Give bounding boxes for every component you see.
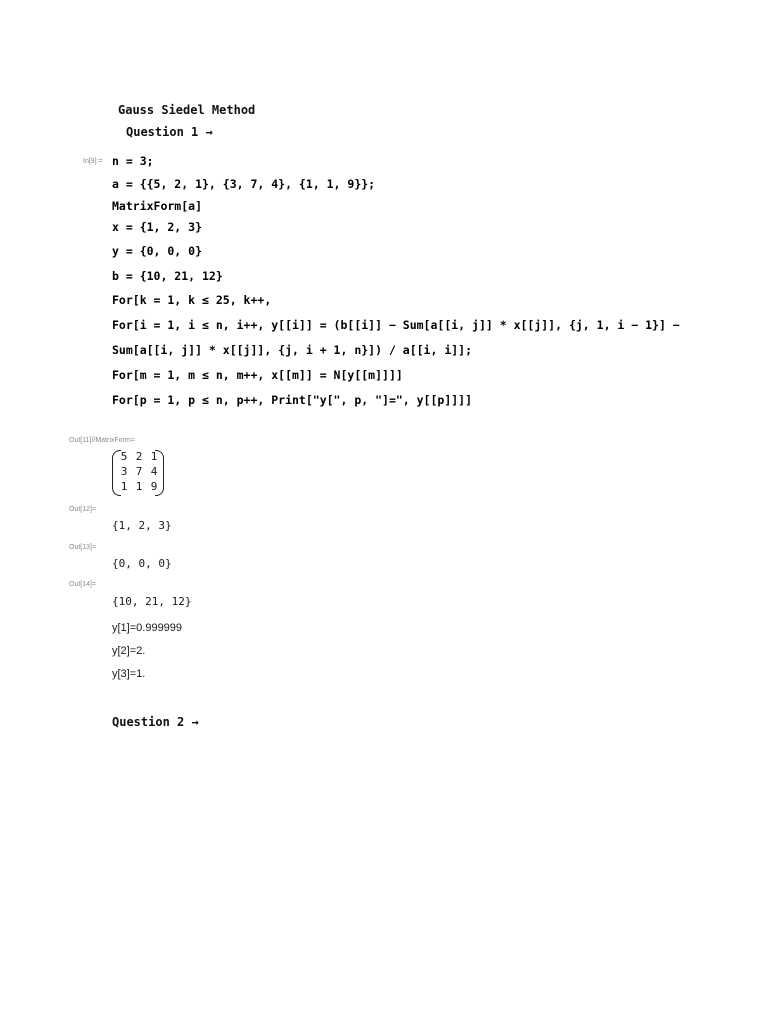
output-label-14: Out[14]= [69,581,97,588]
matrix-row-1 [118,450,160,463]
notebook-title: Gauss Siedel Method [118,103,256,117]
matrix-cell: 9 [150,480,158,493]
code-line-5[interactable]: y = {0, 0, 0} [112,244,203,258]
output-b: {10, 21, 12} [112,595,192,608]
matrix-row-3 [118,480,160,493]
output-label-13: Out[13]= [69,544,97,551]
matrix-cell: 1 [120,480,128,493]
matrix-cell: 7 [135,465,143,478]
output-x: {1, 2, 3} [112,519,172,532]
matrix-cell: 4 [150,465,158,478]
matrix-cell: 1 [150,450,158,463]
matrix-cell: 5 [120,450,128,463]
code-line-11[interactable]: For[p = 1, p ≤ n, p++, Print["y[", p, "]=", y[[p]]]] [112,393,473,407]
question-1-heading[interactable]: Question 1 → [126,125,213,139]
code-line-9[interactable]: Sum[a[[i, j]] * x[[j]], {j, i + 1, n}]) / a[[i, i]]; [112,343,473,357]
matrix-output [112,450,164,496]
question-2-heading[interactable]: Question 2 → [112,715,199,729]
output-label-12: Out[12]= [69,506,97,513]
output-label-11: Out[11]//MatrixForm= [69,437,135,444]
code-line-8[interactable]: For[i = 1, i ≤ n, i++, y[[i]] = (b[[i]] − Sum[a[[i, j]] * x[[j]], {j, 1, i − 1}] − [112,318,680,332]
output-y: {0, 0, 0} [112,557,172,570]
print-output-2: y[2]=2. [112,645,146,657]
code-line-2[interactable]: a = {{5, 2, 1}, {3, 7, 4}, {1, 1, 9}}; [112,177,376,191]
code-line-6[interactable]: b = {10, 21, 12} [112,269,223,283]
matrix-cell: 3 [120,465,128,478]
matrix-cell: 1 [135,480,143,493]
input-cell-label: In[9]:= [83,158,103,165]
print-output-1: y[1]=0.999999 [112,622,183,634]
print-output-3: y[3]=1. [112,668,146,680]
code-line-7[interactable]: For[k = 1, k ≤ 25, k++, [112,293,272,307]
code-line-1[interactable]: n = 3; [112,154,154,168]
code-line-10[interactable]: For[m = 1, m ≤ n, m++, x[[m]] = N[y[[m]]]] [112,368,403,382]
code-line-4[interactable]: x = {1, 2, 3} [112,220,203,234]
code-line-3[interactable]: MatrixForm[a] [112,199,203,213]
matrix-cell: 2 [135,450,143,463]
matrix-row-2 [118,465,160,478]
